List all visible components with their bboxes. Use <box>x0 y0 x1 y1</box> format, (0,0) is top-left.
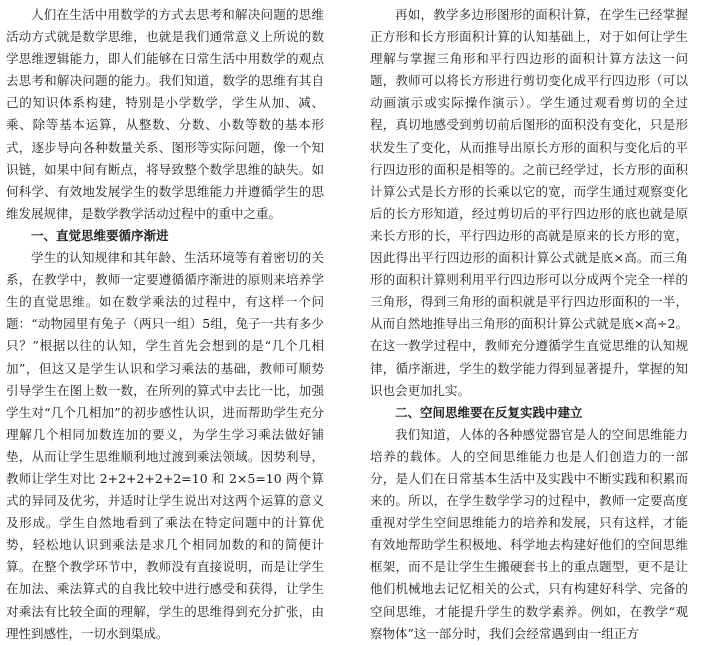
right-column <box>370 4 688 645</box>
intro-paragraph: 人们在生活中用数学的方式去思考和解决问题的思维活动方式就是数学思维，也就是我们通常意义上所说的数学思维逻辑能力，即人们能够在日常生活中用数学的观点去思考和解决问题的能力。我们知道，数学的思维有其自己的知识体系构建，特别是小学数学，学生从加、减、乘、除等基本运算，从整数、分数、小数等数的基本形式，逐步导向各种数量关系、图形等实际问题，像一个知识链，如果中间有断点，将导致整个数学思维的缺失。如何科学、有效地发展学生的数学思维能力并遵循学生的思维发展规律，是数学教学活动过程中的重中之重。 <box>6 7 324 221</box>
left-column <box>6 4 324 645</box>
section-heading-1: 一、直觉思维要循序渐进 <box>31 227 169 243</box>
spatial-thinking-paragraph: 我们知道，人体的各种感觉器官是人的空间思维能力培养的载体。人的空间思维能力也是人们创造力的一部分，是人们在日常基本生活中及实践中不断实践和积累而来的。所以，在学生数学学习的过程中，教师一定要高度重视对学生空间思维能力的培养和发展，只有这样，才能有效地帮助学生积极地、科学地去构建好他们的空间思维框架，而不是让学生生搬硬套书上的重点题型，更不是让他们机械地去记忆相关的公式，只有构建好科学、完备的空间思维，才能提升学生的数学素养。例如，在教学“观察物体”这一部分时，我们会经常遇到由一组正方 <box>370 426 688 641</box>
multiplication-example-paragraph: 学生的认知规律和其年龄、生活环境等有着密切的关系，在教学中，教师一定要遵循循序渐进的原则来培养学生的直觉思维。如在数学乘法的过程中，有这样一个问题：“动物园里有兔子（两只一组）5组，兔子一共有多少只？”根据以往的认知，学生首先会想到的是“几个几相加”，但这又是学生认识和学习乘法的基础，教师可顺势引导学生在图上数一数，在所列的算式中去比一比，加强学生对“几个几相加”的初步感性认识，进而帮助学生充分理解几个相同加数连加的要义，为学生学习乘法做好铺垫，从而让学生思维顺利地过渡到乘法领域。因势利导，教师让学生对比 2+2+2+2+2=10 和 2×5=10 两个算式的异同及优劣，并适时让学生说出对这两个运算的意义及形成。学生自然地看到了乘法在特定问题中的计算优势，轻松地认识到乘法是求几个相同加数的和的简便计算。在整个教学环节中，教师没有直接说明，而是让学生在加法、乘法算式的自我比较中进行感受和获得，让学生对乘法有比较全面的理解，学生的思维得到充分扩张，由理性到感性，一切水到渠成。 <box>6 250 324 641</box>
section-heading-2: 二、空间思维要在反复实践中建立 <box>395 404 583 420</box>
polygon-area-paragraph: 再如，教学多边形图形的面积计算，在学生已经掌握正方形和长方形面积计算的认知基础上，对于如何让学生理解与掌握三角形和平行四边形的面积计算方法这一问题，教师可以将长方形进行剪切变化成平行四边形（可以动画演示或实际操作演示）。学生通过观看剪切的全过程，真切地感受到剪切前后图形的面积没有变化，只是形状发生了变化，从而推导出原长方形的面积与变化后的平行四边形的面积是相等的。之前已经学过，长方形的面积计算公式是长方形的长乘以它的宽，而学生通过观察变化后的长方形知道，经过剪切后的平行四边形的底也就是原来长方形的长，平行四边形的高就是原来的长方形的宽，因此得出平行四边形的面积计算公式就是底×高。而三角形的面积计算则利用平行四边形可以分成两个完全一样的三角形，得到三角形的面积就是平行四边形面积的一半，从而自然地推导出三角形的面积计算公式就是底×高÷2。在这一教学过程中，教师充分遵循学生直觉思维的认知规律，循序渐进，学生的数学能力得到显著提升，掌握的知识也会更加扎实。 <box>370 7 688 398</box>
